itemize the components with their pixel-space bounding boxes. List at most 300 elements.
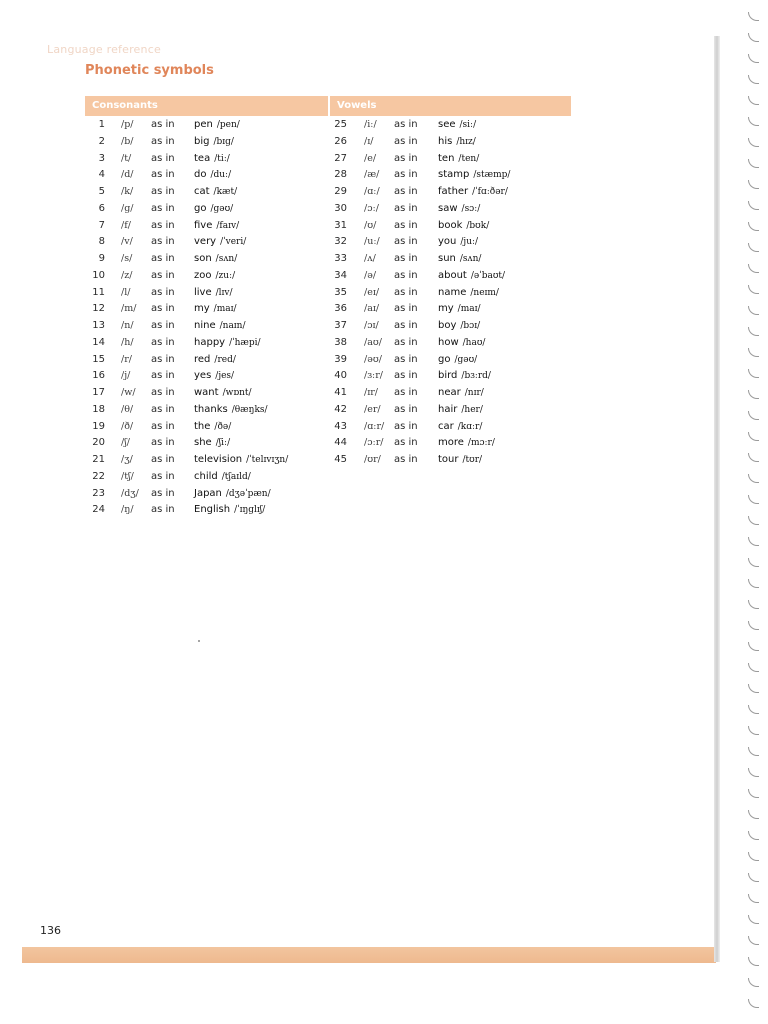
example-word [194,419,231,436]
row-number: 40 [334,370,347,382]
example-transcription: /bʊk/ [466,220,490,231]
as-in-label: as in [151,253,175,264]
example-transcription: /ˈhæpi/ [229,337,261,348]
binding-ring [748,621,759,630]
binding-ring [748,495,759,504]
phonetic-symbol: /ʌ/ [364,253,376,264]
example-word [194,167,231,184]
example-transcription: /naɪn/ [219,321,246,331]
example-word-text: you [438,236,457,248]
row-number: 25 [334,119,347,130]
example-word-text: my [438,303,454,315]
row-number: 39 [334,353,347,365]
row-number: 20 [92,437,105,449]
as-in-label: as in [151,454,175,465]
as-in-label: as in [394,353,418,365]
table-row [330,301,571,318]
example-word [438,201,480,218]
example-word-text: go [194,202,207,214]
phonetic-symbol: /s/ [121,253,133,264]
binding-ring [748,915,759,924]
example-word-text: stamp [438,169,470,181]
table-row [85,318,328,335]
example-word [438,218,489,235]
table-row [85,469,328,486]
speck [198,640,200,642]
example-word-text: do [194,169,207,181]
phonetic-symbol: /ɪr/ [364,387,378,398]
as-in-label: as in [151,353,175,365]
row-number: 44 [334,437,347,449]
example-word-text: English [194,504,231,516]
table-row [85,368,328,385]
phonetic-symbol: /b/ [121,135,134,147]
as-in-label: as in [394,202,418,214]
as-in-label: as in [394,370,418,382]
phonetic-symbol: /t/ [121,152,132,164]
binding-ring [748,600,759,609]
as-in-label: as in [151,403,175,415]
row-number: 13 [92,320,105,331]
example-transcription: /juː/ [460,237,479,248]
example-word [438,385,484,402]
example-word [194,486,271,503]
table-row [85,184,328,201]
example-word [438,452,482,469]
table-row [85,502,328,519]
example-transcription: /sʌn/ [459,254,482,264]
table-row [330,151,571,168]
row-number: 26 [334,135,347,147]
phonetic-symbol: /er/ [364,403,381,415]
example-word [194,251,237,268]
table-row [330,167,571,184]
phonetic-symbol: /eɪ/ [364,286,380,298]
example-word [194,335,261,352]
table-row [85,218,328,235]
phonetic-symbol: /r/ [121,353,132,365]
table-row [85,419,328,436]
row-number: 37 [334,320,347,331]
example-word [438,335,485,352]
example-word-text: sun [438,253,456,264]
phonetic-symbol: /e/ [364,152,377,164]
bottom-band [22,947,716,963]
binding-ring [748,222,759,231]
table-row [85,134,328,151]
table-row [330,184,571,201]
section-label: Language reference [47,43,161,56]
example-transcription: /ˈɪŋglɪʃ/ [234,505,266,516]
phonetic-symbol: /ɔː/ [364,202,379,214]
example-transcription: /siː/ [459,120,477,130]
row-number: 11 [92,286,105,298]
table-row [330,419,571,436]
as-in-label: as in [151,470,175,482]
phonetic-symbol: /ʒ/ [121,454,133,465]
example-transcription: /red/ [214,354,236,365]
example-word [438,352,477,369]
example-word [194,201,233,218]
binding-ring [748,663,759,672]
as-in-label: as in [394,119,418,130]
binding-ring [748,390,759,399]
phonetic-symbol: /əʊ/ [364,353,382,365]
example-word-text: bird [438,370,458,382]
as-in-label: as in [394,169,418,181]
as-in-label: as in [394,152,418,164]
table-row [85,201,328,218]
example-transcription: /faɪv/ [216,220,240,231]
binding-ring [748,138,759,147]
phonetic-symbol: /θ/ [121,403,134,415]
row-number: 17 [92,387,105,398]
table-row [330,435,571,452]
table-row [330,201,571,218]
as-in-label: as in [151,504,175,516]
phonetic-symbol: /æ/ [364,169,380,181]
binding-ring [748,159,759,168]
example-word-text: thanks [194,403,228,415]
as-in-label: as in [394,269,418,281]
binding-ring [748,684,759,693]
binding-ring [748,894,759,903]
as-in-label: as in [394,403,418,415]
example-word-text: ten [438,152,455,164]
as-in-label: as in [151,437,175,449]
phonetic-symbol: /w/ [121,387,136,398]
phonetic-symbol: /p/ [121,119,134,130]
phonetic-symbol: /n/ [121,320,134,331]
table-row [330,218,571,235]
row-number: 38 [334,336,347,348]
example-word [194,452,288,469]
example-word-text: five [194,219,213,231]
example-transcription: /kɑːr/ [457,421,483,432]
row-number: 23 [92,487,105,499]
example-word-text: tour [438,454,459,465]
as-in-label: as in [394,420,418,432]
example-word [194,318,246,335]
table-row [330,368,571,385]
example-transcription: /tʃaɪld/ [221,471,251,482]
binding-ring [748,12,759,21]
example-word [438,167,510,184]
example-word-text: the [194,420,211,432]
table-row [85,285,328,302]
binding-ring [748,768,759,777]
example-word-text: car [438,420,454,432]
phonetic-symbol: /ʊr/ [364,454,381,465]
example-word-text: nine [194,320,216,331]
phonetic-symbol: /ɑː/ [364,186,380,197]
example-transcription: /ðə/ [214,421,232,432]
binding-ring [748,936,759,945]
consonants-header: Consonants [85,96,328,116]
binding-ring [748,96,759,105]
phonetic-symbol: /ʃ/ [121,437,130,449]
phonetic-symbol: /ɑːr/ [364,420,385,432]
table-row [330,134,571,151]
row-number: 14 [92,336,105,348]
example-word-text: happy [194,336,226,348]
table-row [330,452,571,469]
as-in-label: as in [151,336,175,348]
example-transcription: /tʊr/ [462,455,483,465]
phonetic-symbol: /ɪ/ [364,135,374,147]
example-transcription: /mɔːr/ [467,438,495,449]
row-number: 34 [334,269,347,281]
as-in-label: as in [394,454,418,465]
example-word [194,402,268,419]
as-in-label: as in [394,253,418,264]
as-in-label: as in [394,236,418,248]
row-number: 36 [334,303,347,315]
example-word-text: book [438,219,463,231]
phonetic-symbol: /ð/ [121,420,134,432]
table-row [330,234,571,251]
example-transcription: /bɪg/ [213,136,234,147]
example-word-text: red [194,353,211,365]
example-transcription: /duː/ [210,170,232,181]
example-word-text: father [438,186,469,197]
phonetic-symbol: /l/ [121,286,131,298]
row-number: 45 [334,454,347,465]
example-transcription: /nɪr/ [464,388,484,398]
table-row [330,402,571,419]
binding-ring [748,474,759,483]
example-word-text: cat [194,186,210,197]
phonetic-symbol: /ŋ/ [121,504,134,516]
table-row [85,151,328,168]
row-number: 4 [98,169,105,181]
example-word [194,352,236,369]
example-word [438,435,495,452]
example-word [438,251,481,268]
example-transcription: /maɪ/ [457,304,481,315]
binding-ring [748,180,759,189]
example-word [194,184,237,201]
as-in-label: as in [394,320,418,331]
row-number: 9 [98,253,105,264]
as-in-label: as in [394,186,418,197]
row-number: 42 [334,403,347,415]
example-word [194,469,251,486]
phonetic-symbol: /ɔːr/ [364,437,384,449]
binding-ring [748,789,759,798]
binding-ring [748,432,759,441]
example-word-text: my [194,303,210,315]
example-word [194,502,265,519]
example-transcription: /sɔː/ [461,203,481,214]
binding-ring [748,726,759,735]
as-in-label: as in [151,169,175,181]
example-transcription: /θæŋks/ [231,404,268,415]
example-word [194,117,240,134]
as-in-label: as in [151,202,175,214]
as-in-label: as in [151,135,175,147]
binding-ring [748,579,759,588]
example-word [438,368,491,385]
example-word-text: tea [194,152,211,164]
as-in-label: as in [151,487,175,499]
as-in-label: as in [394,336,418,348]
row-number: 28 [334,169,347,181]
example-word-text: more [438,437,464,449]
binding-ring [748,810,759,819]
row-number: 41 [334,387,347,398]
vowels-column [330,117,571,469]
phonetic-symbol: /ɜːr/ [364,370,383,382]
row-number: 15 [92,353,105,365]
binding-ring [748,327,759,336]
as-in-label: as in [394,303,418,315]
phonetic-symbol: /f/ [121,219,131,231]
example-transcription: /gəʊ/ [454,354,478,365]
as-in-label: as in [151,370,175,382]
phonetic-symbol: /v/ [121,236,133,248]
row-number: 33 [334,253,347,264]
phonetic-symbol: /aɪ/ [364,303,380,315]
binding-ring [748,978,759,987]
example-transcription: /tiː/ [214,153,230,164]
page-number: 136 [40,924,61,937]
phonetic-symbol: /tʃ/ [121,470,134,482]
row-number: 30 [334,202,347,214]
binding-ring [748,243,759,252]
example-transcription: /kæt/ [213,187,238,197]
binding-ring [748,33,759,42]
table-row [85,251,328,268]
table-row [330,117,571,134]
as-in-label: as in [394,286,418,298]
row-number: 3 [98,152,105,164]
example-word [194,268,235,285]
example-word-text: want [194,387,219,398]
row-number: 2 [98,135,105,147]
example-word-text: very [194,236,217,248]
example-transcription: /ten/ [458,153,480,164]
example-word-text: boy [438,320,457,331]
table-row [85,452,328,469]
example-word-text: about [438,269,467,281]
row-number: 5 [98,186,105,197]
table-row [85,402,328,419]
row-number: 31 [334,219,347,231]
phonetic-symbol: /aʊ/ [364,336,382,348]
example-transcription: /stæmp/ [473,170,511,181]
example-word-text: son [194,253,212,264]
table-row [85,167,328,184]
table-row [85,352,328,369]
as-in-label: as in [394,135,418,147]
table-row [85,117,328,134]
example-word [438,318,480,335]
example-word [194,385,252,402]
row-number: 29 [334,186,347,197]
example-word-text: yes [194,370,212,382]
example-word-text: his [438,135,453,147]
example-word-text: big [194,135,210,147]
binding-ring [748,348,759,357]
example-word-text: pen [194,119,213,130]
phonetic-symbol: /dʒ/ [121,487,139,499]
example-word-text: see [438,119,456,130]
phonetic-symbol: /z/ [121,269,133,281]
phonetic-symbol: /m/ [121,303,137,315]
row-number: 16 [92,370,105,382]
row-number: 19 [92,420,105,432]
binding-ring [748,306,759,315]
example-transcription: /lɪv/ [215,287,233,298]
example-transcription: /jes/ [215,371,235,382]
table-row [330,318,571,335]
example-transcription: /wɒnt/ [222,388,252,398]
table-row [85,385,328,402]
example-word [438,402,483,419]
binding-edge [714,36,720,962]
consonants-column [85,117,328,519]
binding-ring [748,831,759,840]
example-transcription: /hɪz/ [456,136,476,147]
example-word [438,301,481,318]
table-row [330,268,571,285]
example-transcription: /her/ [461,404,483,415]
table-row [85,268,328,285]
example-word-text: she [194,437,212,449]
row-number: 7 [98,219,105,231]
example-word [438,234,478,251]
binding-ring [748,117,759,126]
example-word [194,218,239,235]
binding-ring [748,705,759,714]
example-word-text: live [194,286,212,298]
binding-ring [748,369,759,378]
binding-ring [748,516,759,525]
example-transcription: /pen/ [216,120,240,130]
example-transcription: /dʒəˈpæn/ [225,488,271,499]
example-word [194,435,230,452]
as-in-label: as in [151,286,175,298]
example-word-text: television [194,454,243,465]
phonetic-symbol: /j/ [121,370,131,382]
phonetic-symbol: /g/ [121,202,134,214]
row-number: 21 [92,454,105,465]
example-transcription: /bɜːrd/ [461,371,491,382]
page-title: Phonetic symbols [85,63,214,78]
as-in-label: as in [151,219,175,231]
example-word [438,268,505,285]
row-number: 1 [98,119,105,130]
example-word [438,184,508,201]
example-transcription: /ˈfɑːðər/ [472,187,508,197]
example-word [194,151,230,168]
table-row [330,251,571,268]
example-word [438,134,476,151]
example-word-text: name [438,286,467,298]
as-in-label: as in [151,269,175,281]
example-word [194,368,234,385]
binding-ring [748,537,759,546]
example-transcription: /ʃiː/ [215,438,231,449]
as-in-label: as in [151,119,175,130]
example-word [194,285,233,302]
as-in-label: as in [151,152,175,164]
example-transcription: /haʊ/ [462,337,486,348]
example-word-text: child [194,470,218,482]
row-number: 8 [98,236,105,248]
row-number: 12 [92,303,105,315]
